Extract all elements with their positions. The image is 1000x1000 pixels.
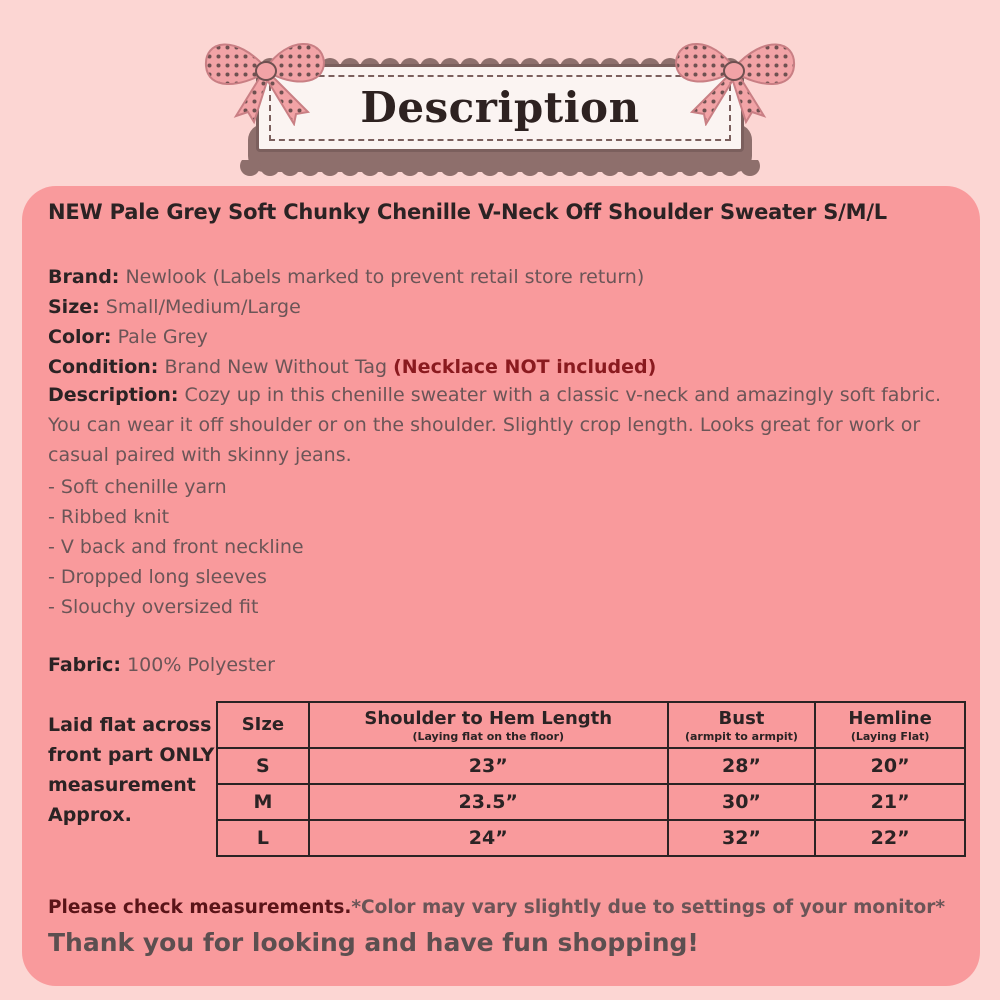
description-paragraph [48,380,968,470]
scallop [360,160,380,176]
scallop [460,160,480,176]
header-label: Bust [718,707,765,729]
description-banner [196,16,804,184]
scallop [500,160,520,176]
banner-title: Description [360,83,640,132]
hemline-column-header [815,702,965,748]
footer-note [48,897,945,918]
feature-item: - Soft chenille yarn [48,476,227,498]
bottom-scallop-border [240,160,760,180]
scallop [720,160,740,176]
color-variance-note: *Color may vary slightly due to settings of your monitor* [351,897,946,918]
color-label: Color: [48,326,112,348]
condition-line [48,352,656,382]
condition-label: Condition: [48,356,159,378]
fabric-label: Fabric: [48,654,122,676]
scallop [540,160,560,176]
table-cell: 23.5” [309,784,668,820]
table-cell: L [217,820,309,856]
table-cell: S [217,748,309,784]
thank-you-message: Thank you for looking and have fun shopping! [48,928,699,957]
scallop [420,160,440,176]
table-cell: 22” [815,820,965,856]
header-sublabel: (Laying Flat) [850,729,930,743]
brand-line [48,262,644,292]
table-row [217,820,965,856]
table-cell: M [217,784,309,820]
scallop [580,160,600,176]
table-cell: 24” [309,820,668,856]
size-chart-table [216,701,966,857]
fabric-value: 100% Polyester [127,654,275,676]
header-sublabel: (armpit to armpit) [684,729,798,743]
table-cell: 23” [309,748,668,784]
table-header-row [217,702,965,748]
color-line [48,322,208,352]
table-cell: 21” [815,784,965,820]
scallop [440,160,460,176]
header-label: Shoulder to Hem Length [364,707,613,729]
product-title: NEW Pale Grey Soft Chunky Chenille V-Neck Off Shoulder Sweater S/M/L [48,200,887,224]
scallop [660,160,680,176]
condition-warning: (Necklace NOT included) [393,356,657,378]
feature-item: - Slouchy oversized fit [48,596,259,618]
table-row [217,748,965,784]
feature-item: - Dropped long sleeves [48,566,267,588]
header-sublabel: (Laying flat on the floor) [412,729,565,743]
size-column-header [217,702,309,748]
table-row [217,784,965,820]
scallop [260,160,280,176]
description-value: Cozy up in this chenille sweater with a classic v-neck and amazingly soft fabric. You can wear it off shoulder or on the shoulder. Slightly crop length. Looks great for work or casual paired with skinny jeans. [48,384,942,466]
scallop [700,160,720,176]
size-value: Small/Medium/Large [105,296,301,318]
scallop [400,160,420,176]
scallop [480,160,500,176]
size-line [48,292,301,322]
scallop [300,160,320,176]
scallop [560,160,580,176]
fabric-line [48,650,275,680]
right-bow-icon [664,16,804,126]
scallop [380,160,400,176]
brand-label: Brand: [48,266,120,288]
table-cell: 20” [815,748,965,784]
scallop [520,160,540,176]
length-column-header [309,702,668,748]
scallop [320,160,340,176]
header-label: Hemline [848,707,932,729]
header-label: SIze [241,714,285,735]
check-measurements-note: Please check measurements. [48,897,352,918]
table-cell: 28” [668,748,816,784]
scallop [280,160,300,176]
scallop [680,160,700,176]
description-label: Description: [48,384,179,406]
brand-value: Newlook (Labels marked to prevent retail store return) [125,266,645,288]
scallop [240,160,260,176]
scallop [640,160,660,176]
table-cell: 32” [668,820,816,856]
scallop [340,160,360,176]
table-cell: 30” [668,784,816,820]
size-label: Size: [48,296,100,318]
measurement-note: Laid flat across front part ONLY measurement Approx. [48,714,215,826]
left-bow-icon [196,16,336,126]
bust-column-header [668,702,816,748]
scallop [600,160,620,176]
feature-item: - Ribbed knit [48,506,170,528]
color-value: Pale Grey [117,326,208,348]
feature-item: - V back and front neckline [48,536,304,558]
scallop [620,160,640,176]
condition-value: Brand New Without Tag [164,356,388,378]
scallop [740,160,760,176]
